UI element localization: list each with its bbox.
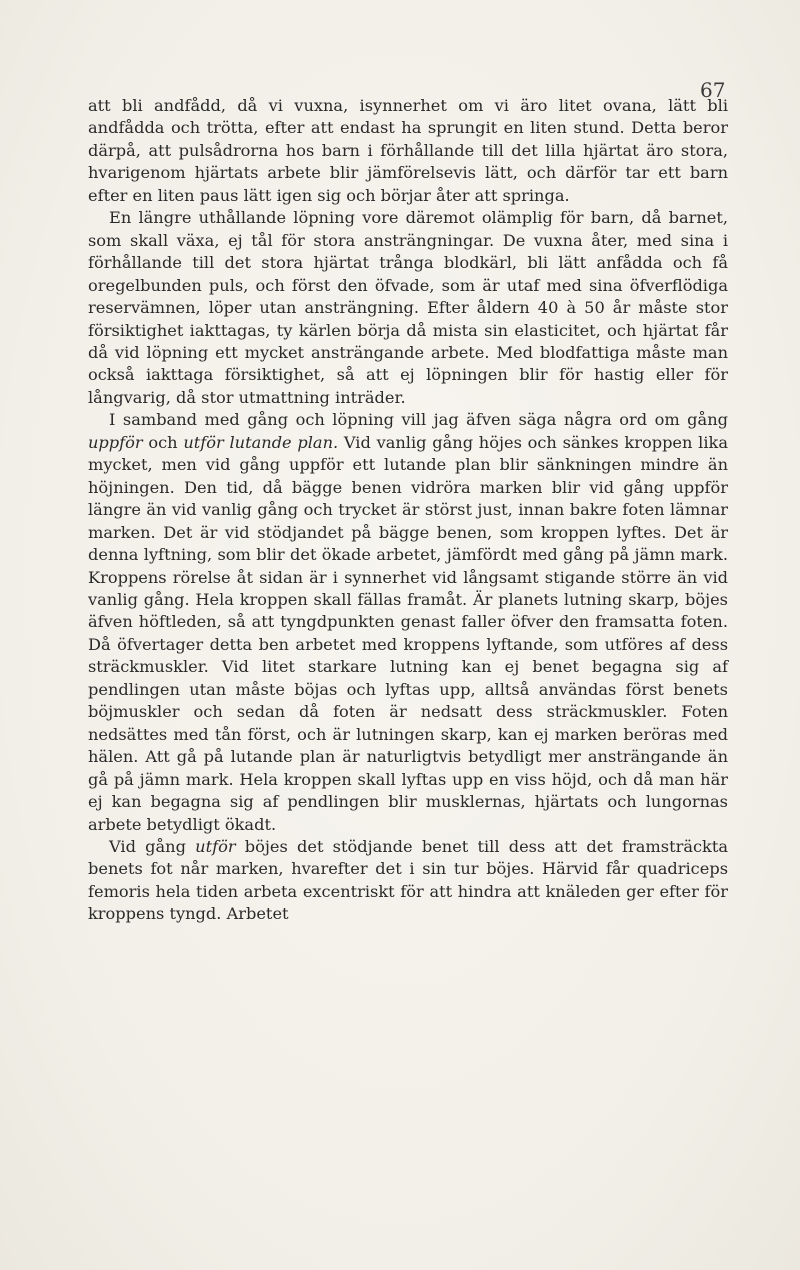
text-run: att bli andfådd, då vi vuxna, isynnerhet om vi äro litet ovana, lätt bli andfådda och trötta, efter att endast ha sprungit en liten stund. Detta beror därpå, att pulsådrorna hos barn i förhållande till det lilla hjärtat äro stora, hvarigenom hjärtats arbete blir jämförelsevis lätt, och därför tar ett barn efter en liten paus lätt igen sig och börjar åter att springa. [88,96,728,205]
text-run: böjes det stödjande benet till dess att det framsträckta benets fot når marken, hvarefter det i sin tur böjes. Härvid får quadriceps femoris hela tiden arbeta excentriskt för att hindra att knäleden ger efter för kroppens tyngd. Arbetet [88,836,728,924]
text-run: och [142,432,184,452]
text-run: I samband med gång och löpning vill jag äfven säga några ord om gång [109,410,728,430]
text-run: En längre uthållande löpning vore däremot olämplig för barn, då barnet, som skall växa, ej tål för stora ansträngningar. De vuxna åter, med sina i förhållande till det stora hjärtat trånga blodkärl, bli lätt anfådda och få oregelbunden puls, och först den öfvade, som är utaf med sina öfverflödiga reservämnen, löper utan ansträngning. Efter åldern 40 à 50 år måste stor försiktighet iakttagas, ty kärlen börja då mista sin elasticitet, och hjärtat får då vid löpning ett mycket ansträngande arbete. Med blodfattiga måste man också iakttaga försiktighet, så att ej löpningen blir för hastig eller för långvarig, då stor utmattning inträder. [88,208,728,407]
paragraph [88,409,728,836]
italic-term-uppfor: uppför [88,432,143,452]
paragraph [88,95,728,207]
text-run: Vid vanlig gång höjes och sänkes kroppen lika mycket, men vid gång uppför ett lutande plan blir sänkningen mindre än höjningen. Den tid, då bägge benen vidröra marken blir vid gång uppför längre än vid vanlig gång och trycket är störst just, innan bakre foten lämnar marken. Det är vid stödjandet på bägge benen, som kroppen lyftes. Det är denna lyftning, som blir det ökade arbetet, jämfördt med gång på jämn mark. Kroppens rörelse åt sidan är i synnerhet vid långsamt stigande större än vid vanlig gång. Hela kroppen skall fällas framåt. Är planets lutning skarp, böjes äfven höftleden, så att tyngdpunkten genast faller öfver den framsatta foten. Då öfvertager detta ben arbetet med kroppens lyftande, som utföres af dess sträckmuskler. Vid litet starkare lutning kan ej benet begagna sig af pendlingen utan måste böjas och lyftas upp, alltså användas först benets böjmuskler och sedan då foten är nedsatt dess sträckmuskler. Foten nedsättes med tån först, och är lutningen skarp, kan ej marken beröras med hälen. Att gå på lutande plan är naturligtvis betydligt mer ansträngande än gå på jämn mark. Hela kroppen skall lyftas upp en viss höjd, och då man här ej kan begagna sig af pendlingen blir musklernas, hjärtats och lungornas arbete betydligt ökadt. [88,432,728,834]
italic-term-utfor-lutande-plan: utför lutande plan. [183,432,339,452]
italic-term-utfor: utför [195,836,236,856]
body-text [88,95,728,926]
paragraph [88,207,728,409]
paragraph [88,836,728,926]
page-number: 67 [700,78,726,102]
text-run: Vid gång [109,836,196,856]
